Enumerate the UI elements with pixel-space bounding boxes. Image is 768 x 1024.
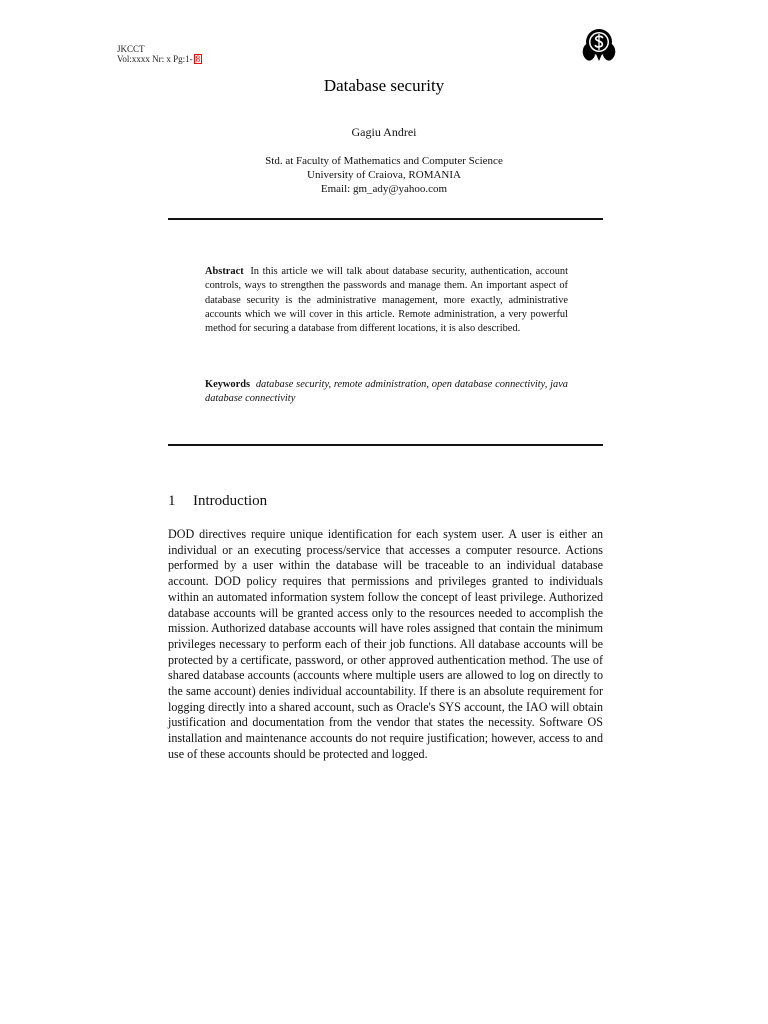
section-heading [168, 492, 267, 510]
dollar-bag-logo-icon [580, 28, 618, 62]
abstract [205, 265, 568, 336]
keywords [205, 378, 568, 407]
keywords-text: database security, remote administration, open database connectivity, java database connectivity [205, 379, 568, 405]
journal-name: JKCCT [117, 44, 145, 54]
introduction-paragraph: DOD directives require unique identification for each system user. A user is either an individual or an executing process/service that accesses a computer resource. Actions performed by a user within the database will be traceable to an individual database account. DOD policy requires that permissions and privileges granted to individuals within an automated information system follow the concept of least privilege. Authorized database accounts will be granted access only to the resources needed to accomplish the mission. Authorized database accounts will have roles assigned that contain the minimum privileges necessary to perform each of their job functions. All database accounts will be protected by a certificate, password, or other approved authentication method. The use of shared database accounts (accounts where multiple users are allowed to log on directly to the same account) denies individual accountability. If there is an absolute requirement for logging directly into a shared account, such as Oracle's SYS account, the IAO will obtain justification and documentation from the vendor that states the necessity. Software OS installation and maintenance accounts do not require justification; however, access to and use of these accounts should be protected and logged. [168, 527, 603, 761]
journal-header [117, 44, 202, 64]
section-title: Introduction [193, 493, 268, 509]
section-number: 1 [168, 493, 176, 509]
divider-bottom [168, 444, 603, 446]
abstract-text: In this article we will talk about database security, authentication, account controls, ways to strengthen the passwords and manage them. An important aspect of database security is the administrative management, more exactly, administrative accounts which we will cover in this article. Remote administration, a very powerful method for securing a database from different locations, it is also described. [205, 266, 568, 335]
abstract-label: Abstract [205, 266, 244, 277]
author-affiliation [0, 154, 768, 196]
keywords-label: Keywords [205, 379, 251, 390]
author-name: Gagiu Andrei [351, 125, 417, 139]
volume-text: Vol:xxxx Nr: x Pg:1- [117, 54, 193, 64]
journal-volume [117, 54, 202, 64]
divider-top [168, 218, 603, 220]
affiliation-university: University of Craiova, ROMANIA [307, 169, 461, 181]
paper-title: Database security [323, 76, 445, 95]
author-email: Email: gm_ady@yahoo.com [320, 183, 448, 195]
page-range-link[interactable]: 8 [195, 54, 201, 64]
affiliation-faculty: Std. at Faculty of Mathematics and Computer Science [265, 155, 503, 167]
